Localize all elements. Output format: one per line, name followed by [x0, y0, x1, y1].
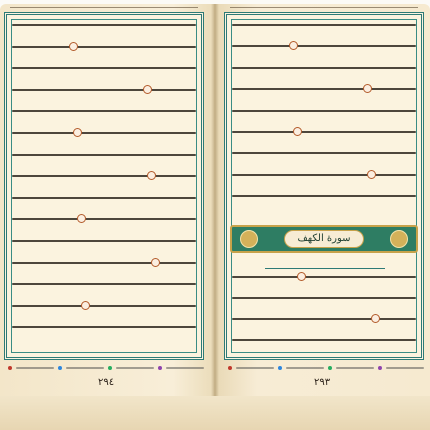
- legend-dot: [378, 366, 382, 370]
- ayah-marker: [73, 128, 82, 137]
- ayah-marker: [143, 85, 152, 94]
- text-line: [232, 195, 416, 197]
- ayah-marker: [297, 272, 306, 281]
- text-line: [12, 283, 196, 285]
- text-line: [12, 154, 196, 156]
- right-page-number: ٢٩٣: [314, 377, 331, 388]
- legend-dot: [108, 366, 112, 370]
- legend-dot: [328, 366, 332, 370]
- ayah-marker: [77, 214, 86, 223]
- text-line: [12, 197, 196, 199]
- ayah-marker: [293, 127, 302, 136]
- text-line: [232, 276, 416, 278]
- basmala-line: [265, 254, 385, 269]
- legend-text: [166, 367, 204, 369]
- text-line: [232, 67, 416, 69]
- ayah-marker: [147, 171, 156, 180]
- text-line: [12, 175, 196, 177]
- header-rule: [230, 7, 418, 8]
- ayah-marker: [69, 42, 78, 51]
- left-page-number: ٢٩٤: [98, 377, 115, 388]
- text-line: [232, 24, 416, 26]
- ayah-marker: [81, 301, 90, 310]
- text-line: [232, 110, 416, 112]
- text-line: [12, 218, 196, 220]
- text-line: [12, 110, 196, 112]
- ayah-marker: [367, 170, 376, 179]
- left-page-header: [4, 2, 204, 12]
- legend-dot: [8, 366, 12, 370]
- text-line: [12, 46, 196, 48]
- text-line: [232, 88, 416, 90]
- ayah-marker: [371, 314, 380, 323]
- right-tajweed-legend: [228, 362, 424, 374]
- text-line: [232, 45, 416, 47]
- legend-text: [116, 367, 154, 369]
- surah-header-banner: [230, 225, 418, 253]
- legend-text: [286, 367, 324, 369]
- left-text-frame: [4, 12, 204, 360]
- book-gutter: [211, 4, 219, 396]
- text-line: [12, 326, 196, 328]
- ayah-marker: [289, 41, 298, 50]
- frame-inner-border: [11, 19, 197, 353]
- right-text-frame: [224, 12, 424, 360]
- text-line: [232, 297, 416, 299]
- text-line: [12, 132, 196, 134]
- ayah-marker: [363, 84, 372, 93]
- legend-text: [236, 367, 274, 369]
- surah-title: سورة الكهف: [284, 230, 364, 248]
- banner-medallion-right: [390, 230, 408, 248]
- frame-inner-border: [231, 19, 417, 353]
- legend-dot: [158, 366, 162, 370]
- header-rule: [10, 7, 198, 8]
- text-line: [12, 67, 196, 69]
- text-line: [12, 24, 196, 26]
- legend-text: [336, 367, 374, 369]
- legend-text: [16, 367, 54, 369]
- text-line: [12, 305, 196, 307]
- text-line: [12, 89, 196, 91]
- legend-text: [66, 367, 104, 369]
- left-tajweed-legend: [8, 362, 204, 374]
- right-page-header: [224, 2, 424, 12]
- legend-dot: [228, 366, 232, 370]
- text-line: [232, 131, 416, 133]
- text-line: [12, 262, 196, 264]
- legend-dot: [278, 366, 282, 370]
- text-line: [232, 152, 416, 154]
- legend-text: [386, 367, 424, 369]
- banner-medallion-left: [240, 230, 258, 248]
- text-line: [232, 174, 416, 176]
- legend-dot: [58, 366, 62, 370]
- ayah-marker: [151, 258, 160, 267]
- text-line: [232, 339, 416, 341]
- text-line: [12, 240, 196, 242]
- text-line: [232, 318, 416, 320]
